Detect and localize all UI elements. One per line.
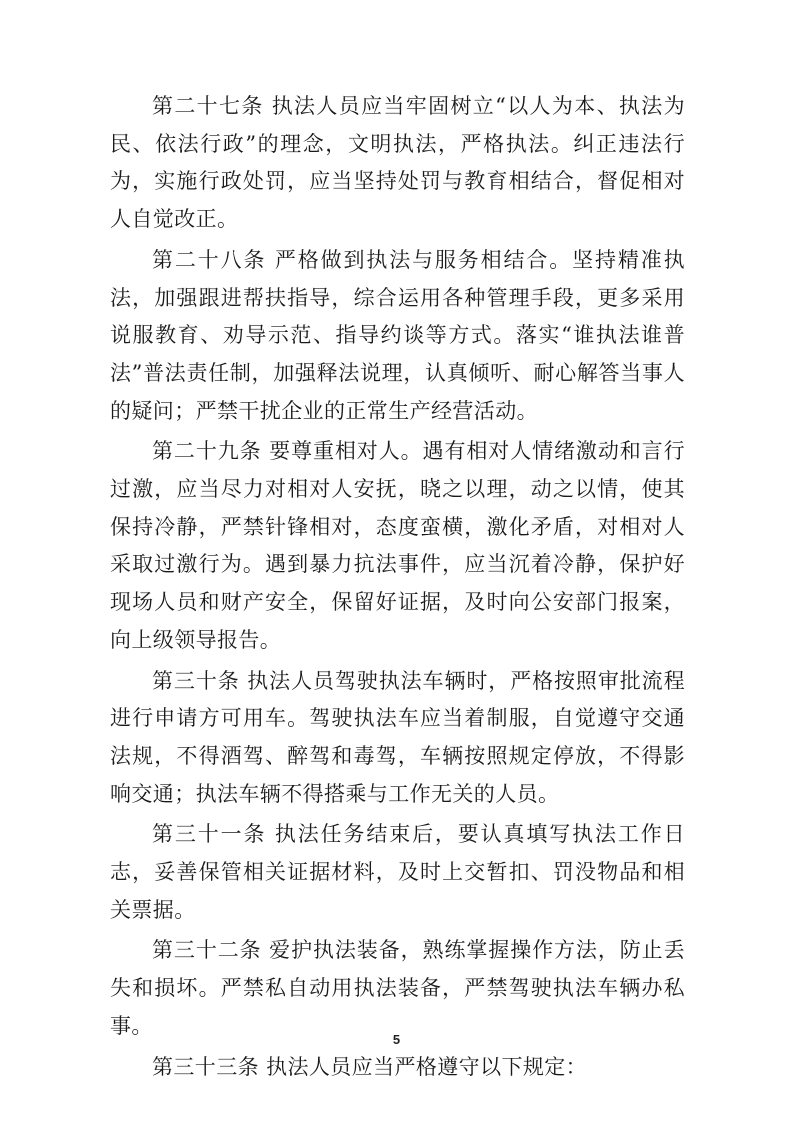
article-32-paragraph: 第三十二条 爱护执法装备，熟练掌握操作方法，防止丢失和损坏。严禁私自动用执法装备，严禁驾驶执法车辆办私事。 xyxy=(110,938,685,1038)
page-number: 5 xyxy=(392,1032,401,1047)
article-28-paragraph: 第二十八条 严格做到执法与服务相结合。坚持精准执法，加强跟进帮扶指导，综合运用各种管理手段，更多采用说服教育、劝导示范、指导约谈等方式。落实“谁执法谁普法”普法责任制，加强释法说理，认真倾听、耐心解答当事人的疑问；严禁干扰企业的正常生产经营活动。 xyxy=(110,247,685,423)
article-29-paragraph: 第二十九条 要尊重相对人。遇有相对人情绪激动和言行过激，应当尽力对相对人安抚，晓之以理，动之以情，使其保持冷静，严禁针锋相对，态度蛮横，激化矛盾，对相对人采取过激行为。遇到暴力抗法事件，应当沉着冷静，保护好现场人员和财产安全，保留好证据，及时向公安部门报案，向上级领导报告。 xyxy=(110,439,685,652)
article-33-paragraph: 第三十三条 执法人员应当严格遵守以下规定： xyxy=(152,1054,588,1079)
article-31-paragraph: 第三十一条 执法任务结束后，要认真填写执法工作日志，妥善保管相关证据材料，及时上交暂扣、罚没物品和相关票据。 xyxy=(110,822,685,922)
article-30-paragraph: 第三十条 执法人员驾驶执法车辆时，严格按照审批流程进行申请方可用车。驾驶执法车应当着制服，自觉遵守交通法规，不得酒驾、醉驾和毒驾，车辆按照规定停放，不得影响交通；执法车辆不得搭乘与工作无关的人员。 xyxy=(110,668,685,806)
article-27-paragraph: 第二十七条 执法人员应当牢固树立“以人为本、执法为民、依法行政”的理念，文明执法，严格执法。纠正违法行为，实施行政处罚，应当坚持处罚与教育相结合，督促相对人自觉改正。 xyxy=(110,94,685,232)
document-body xyxy=(110,88,685,1089)
